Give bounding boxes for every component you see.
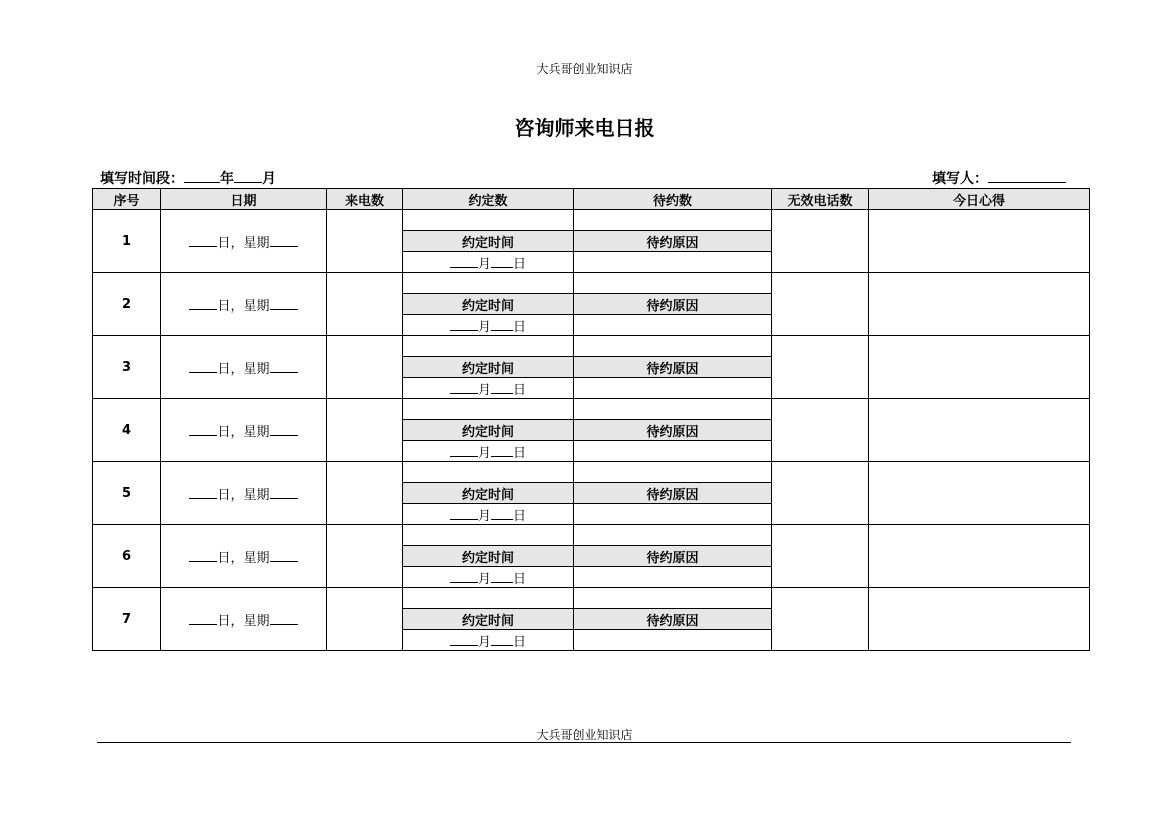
appointments-cell[interactable] xyxy=(403,399,574,420)
day-weekday-text: 日，星期 xyxy=(217,550,270,566)
weekday-blank xyxy=(270,612,298,625)
row-number: 5 xyxy=(93,462,161,525)
date-cell[interactable] xyxy=(161,399,327,462)
day-weekday-text: 日，星期 xyxy=(217,361,270,377)
invalid-calls-cell[interactable] xyxy=(772,525,869,588)
row-number: 1 xyxy=(93,210,161,273)
date-cell[interactable] xyxy=(161,588,327,651)
header-row xyxy=(93,189,1090,210)
weekday-blank xyxy=(270,549,298,562)
pending-cell[interactable] xyxy=(574,525,772,546)
calls-cell[interactable] xyxy=(327,273,403,336)
appt-day-blank xyxy=(491,318,513,331)
appt-day-blank xyxy=(491,570,513,583)
calls-cell[interactable] xyxy=(327,399,403,462)
day-blank xyxy=(189,486,217,499)
col-header-appointments: 约定数 xyxy=(403,189,574,210)
appointment-time-label: 约定时间 xyxy=(403,357,574,378)
date-cell[interactable] xyxy=(161,210,327,273)
month-label: 月 xyxy=(262,171,276,187)
appointment-time-label: 约定时间 xyxy=(403,609,574,630)
appt-day-label: 日 xyxy=(513,571,527,587)
pending-reason-label: 待约原因 xyxy=(574,609,772,630)
pending-cell[interactable] xyxy=(574,336,772,357)
appt-day-blank xyxy=(491,444,513,457)
day-weekday-text: 日，星期 xyxy=(217,613,270,629)
col-header-insights: 今日心得 xyxy=(869,189,1090,210)
appointment-date-cell[interactable] xyxy=(403,378,574,399)
writer-field xyxy=(932,168,1066,188)
appt-month-label: 月 xyxy=(477,319,491,335)
period-label: 填写时间段： xyxy=(100,171,184,187)
day-blank xyxy=(189,234,217,247)
table-row xyxy=(93,399,1090,420)
page-title: 咨询师来电日报 xyxy=(514,116,655,140)
date-cell[interactable] xyxy=(161,273,327,336)
table-row xyxy=(93,462,1090,483)
year-blank[interactable] xyxy=(184,170,220,183)
pending-cell[interactable] xyxy=(574,210,772,231)
year-label: 年 xyxy=(220,171,234,187)
calls-cell[interactable] xyxy=(327,462,403,525)
writer-blank[interactable] xyxy=(988,170,1066,183)
appt-day-label: 日 xyxy=(513,382,527,398)
appt-day-blank xyxy=(491,381,513,394)
appt-month-blank xyxy=(450,255,478,268)
report-body xyxy=(93,210,1090,651)
row-number: 7 xyxy=(93,588,161,651)
calls-cell[interactable] xyxy=(327,210,403,273)
appt-month-blank xyxy=(450,381,478,394)
appointments-cell[interactable] xyxy=(403,588,574,609)
appt-month-blank xyxy=(450,318,478,331)
pending-cell[interactable] xyxy=(574,462,772,483)
page-footer: 大兵哥创业知识店 xyxy=(536,728,633,742)
pending-reason-cell[interactable] xyxy=(574,315,772,336)
invalid-calls-cell[interactable] xyxy=(772,588,869,651)
date-cell[interactable] xyxy=(161,336,327,399)
appt-day-label: 日 xyxy=(513,445,527,461)
insights-cell[interactable] xyxy=(869,273,1090,336)
appointment-time-label: 约定时间 xyxy=(403,546,574,567)
appointment-time-label: 约定时间 xyxy=(403,420,574,441)
appt-month-label: 月 xyxy=(477,634,491,650)
appt-month-label: 月 xyxy=(477,445,491,461)
appointment-time-label: 约定时间 xyxy=(403,294,574,315)
appt-day-blank xyxy=(491,255,513,268)
pending-reason-label: 待约原因 xyxy=(574,231,772,252)
day-blank xyxy=(189,360,217,373)
pending-reason-cell[interactable] xyxy=(574,504,772,525)
weekday-blank xyxy=(270,486,298,499)
appt-month-label: 月 xyxy=(477,382,491,398)
invalid-calls-cell[interactable] xyxy=(772,399,869,462)
appt-day-label: 日 xyxy=(513,634,527,650)
footer-divider xyxy=(97,742,1071,743)
appt-day-blank xyxy=(491,507,513,520)
day-weekday-text: 日，星期 xyxy=(217,235,270,251)
appt-month-blank xyxy=(450,507,478,520)
pending-cell[interactable] xyxy=(574,588,772,609)
pending-cell[interactable] xyxy=(574,273,772,294)
weekday-blank xyxy=(270,234,298,247)
insights-cell[interactable] xyxy=(869,588,1090,651)
insights-cell[interactable] xyxy=(869,336,1090,399)
day-blank xyxy=(189,549,217,562)
page-header: 大兵哥创业知识店 xyxy=(536,62,633,76)
appt-month-blank xyxy=(450,570,478,583)
weekday-blank xyxy=(270,297,298,310)
invalid-calls-cell[interactable] xyxy=(772,336,869,399)
appointment-time-label: 约定时间 xyxy=(403,231,574,252)
appointment-date-cell[interactable] xyxy=(403,504,574,525)
day-blank xyxy=(189,612,217,625)
col-header-pending: 待约数 xyxy=(574,189,772,210)
calls-cell[interactable] xyxy=(327,525,403,588)
row-number: 2 xyxy=(93,273,161,336)
date-cell[interactable] xyxy=(161,525,327,588)
table-row xyxy=(93,588,1090,609)
appointment-date-cell[interactable] xyxy=(403,315,574,336)
insights-cell[interactable] xyxy=(869,462,1090,525)
row-number: 4 xyxy=(93,399,161,462)
day-blank xyxy=(189,297,217,310)
appt-month-label: 月 xyxy=(477,508,491,524)
pending-reason-cell[interactable] xyxy=(574,567,772,588)
appointments-cell[interactable] xyxy=(403,462,574,483)
appointment-date-cell[interactable] xyxy=(403,567,574,588)
writer-label: 填写人： xyxy=(932,171,988,187)
col-header-invalid-calls: 无效电话数 xyxy=(772,189,869,210)
appointments-cell[interactable] xyxy=(403,336,574,357)
table-row xyxy=(93,273,1090,294)
col-header-calls: 来电数 xyxy=(327,189,403,210)
pending-reason-label: 待约原因 xyxy=(574,357,772,378)
report-table xyxy=(92,188,1090,651)
month-blank[interactable] xyxy=(234,170,262,183)
pending-reason-cell[interactable] xyxy=(574,252,772,273)
appointment-time-label: 约定时间 xyxy=(403,483,574,504)
appt-day-label: 日 xyxy=(513,508,527,524)
insights-cell[interactable] xyxy=(869,399,1090,462)
appt-day-label: 日 xyxy=(513,319,527,335)
day-weekday-text: 日，星期 xyxy=(217,298,270,314)
table-row xyxy=(93,525,1090,546)
pending-reason-label: 待约原因 xyxy=(574,294,772,315)
period-field xyxy=(100,168,276,188)
row-number: 6 xyxy=(93,525,161,588)
calls-cell[interactable] xyxy=(327,588,403,651)
date-cell[interactable] xyxy=(161,462,327,525)
table-row xyxy=(93,210,1090,231)
calls-cell[interactable] xyxy=(327,336,403,399)
appointments-cell[interactable] xyxy=(403,273,574,294)
insights-cell[interactable] xyxy=(869,525,1090,588)
day-blank xyxy=(189,423,217,436)
pending-reason-cell[interactable] xyxy=(574,378,772,399)
col-header-date: 日期 xyxy=(161,189,327,210)
appointments-cell[interactable] xyxy=(403,525,574,546)
appointment-date-cell[interactable] xyxy=(403,441,574,462)
pending-reason-cell[interactable] xyxy=(574,630,772,651)
pending-reason-label: 待约原因 xyxy=(574,546,772,567)
appointments-cell[interactable] xyxy=(403,210,574,231)
pending-reason-label: 待约原因 xyxy=(574,483,772,504)
invalid-calls-cell[interactable] xyxy=(772,273,869,336)
appt-month-blank xyxy=(450,633,478,646)
pending-reason-label: 待约原因 xyxy=(574,420,772,441)
appt-day-blank xyxy=(491,633,513,646)
appt-day-label: 日 xyxy=(513,256,527,272)
appt-month-blank xyxy=(450,444,478,457)
invalid-calls-cell[interactable] xyxy=(772,210,869,273)
pending-cell[interactable] xyxy=(574,399,772,420)
row-number: 3 xyxy=(93,336,161,399)
table-row xyxy=(93,336,1090,357)
day-weekday-text: 日，星期 xyxy=(217,424,270,440)
invalid-calls-cell[interactable] xyxy=(772,462,869,525)
col-header-no: 序号 xyxy=(93,189,161,210)
weekday-blank xyxy=(270,360,298,373)
appt-month-label: 月 xyxy=(477,571,491,587)
appointment-date-cell[interactable] xyxy=(403,630,574,651)
appt-month-label: 月 xyxy=(477,256,491,272)
pending-reason-cell[interactable] xyxy=(574,441,772,462)
insights-cell[interactable] xyxy=(869,210,1090,273)
weekday-blank xyxy=(270,423,298,436)
day-weekday-text: 日，星期 xyxy=(217,487,270,503)
appointment-date-cell[interactable] xyxy=(403,252,574,273)
